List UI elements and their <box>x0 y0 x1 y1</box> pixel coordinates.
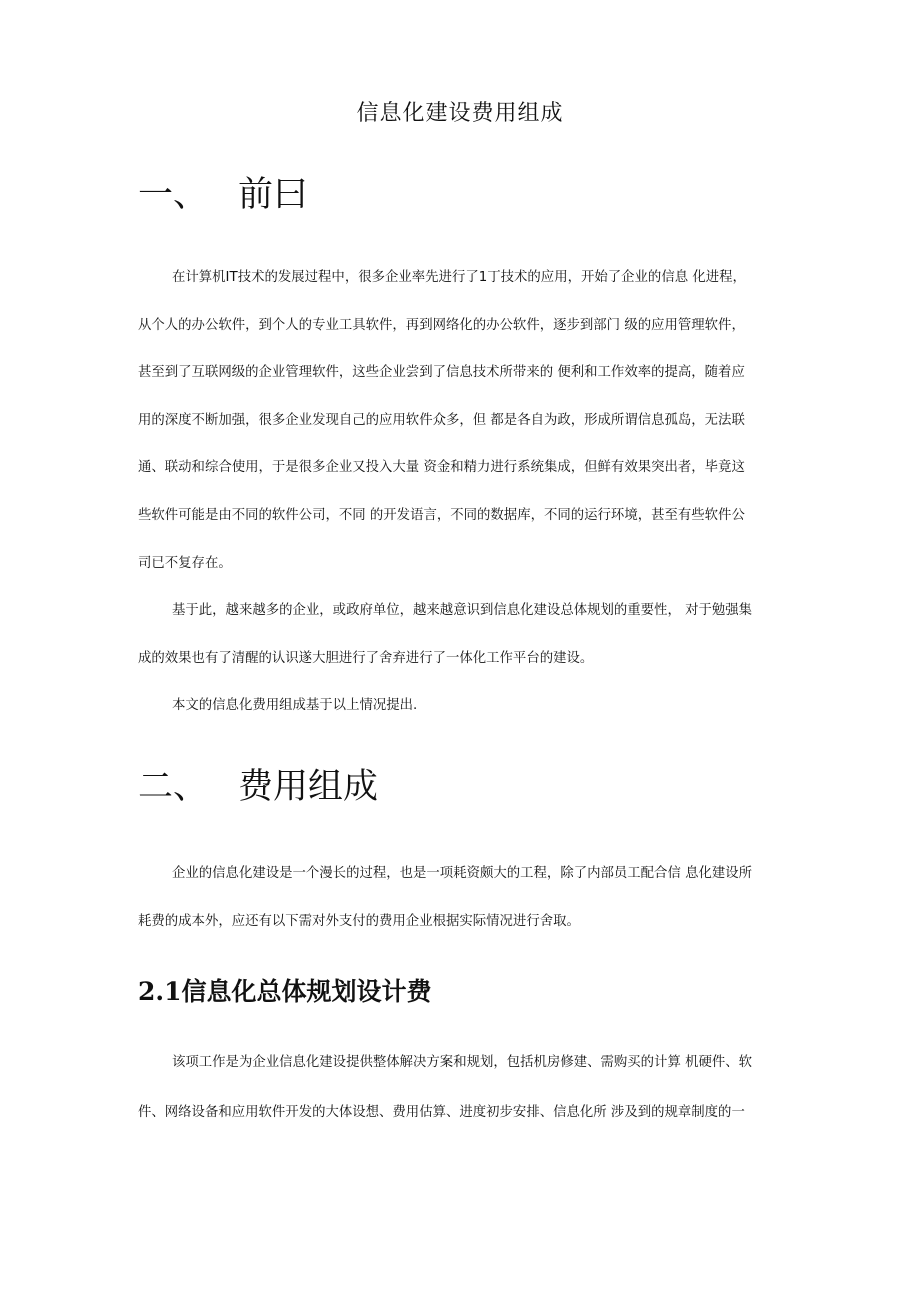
paragraph-line: 甚至到了互联网级的企业管理软件，这些企业尝到了信息技术所带来的 便利和工作效率的提高，随着应 <box>138 365 745 381</box>
paragraph-line: 通、联动和综合使用，于是很多企业又投入大量 资金和精力进行系统集成，但鲜有效果突出者，毕竟这 <box>138 460 745 476</box>
paragraph-line: 本文的信息化费用组成基于以上情况提出. <box>172 698 418 714</box>
paragraph-line: 用的深度不断加强，很多企业发现自己的应用软件众多，但 都是各自为政，形成所谓信息孤岛，无法联 <box>138 412 745 428</box>
document-title: 信息化建设费用组成 <box>356 101 564 126</box>
paragraph-line: 件、网络设备和应用软件开发的大体设想、费用估算、进度初步安排、信息化所 涉及到的规章制度的一 <box>138 1105 745 1120</box>
paragraph <box>138 1038 798 1138</box>
paragraph-line: 成的效果也有了清醒的认识遂大胆进行了舍弃进行了一体化工作平台的建设。 <box>138 650 594 666</box>
paragraph <box>138 254 798 730</box>
paragraph-line: 司已不复存在。 <box>138 555 232 571</box>
paragraph-line: 些软件可能是由不同的软件公司，不同 的开发语言，不同的数据库，不同的运行环境，甚至有些软件公 <box>138 507 745 523</box>
paragraph-line: 企业的信息化建设是一个漫长的过程，也是一项耗资颇大的工程，除了内部员工配合信 息化建设所 <box>172 866 753 881</box>
paragraph-line: 该项工作是为企业信息化建设提供整体解决方案和规划，包括机房修建、需购买的计算 机硬件、软 <box>172 1055 753 1070</box>
section-number: 一、 <box>138 175 209 215</box>
paragraph-line: 从个人的办公软件，到个人的专业工具软件，再到网络化的办公软件，逐步到部门 级的应用管理软件， <box>138 317 745 333</box>
section-title: 前曰 <box>238 175 309 215</box>
section-title: 费用组成 <box>238 767 379 807</box>
section-heading <box>138 762 378 812</box>
section-heading <box>138 170 308 220</box>
paragraph-line: 在计算机IT技术的发展过程中，很多企业率先进行了1丁技术的应用，开始了企业的信息 化进程， <box>172 270 746 285</box>
paragraph-line: 基于此，越来越多的企业，或政府单位，越来越意识到信息化建设总体规划的重要性， 对于勉强集 <box>172 603 753 619</box>
paragraph <box>138 850 798 945</box>
section-number: 二、 <box>138 767 209 807</box>
subsection-heading: 2.1信息化总体规划设计费 <box>138 977 432 1006</box>
paragraph-line: 耗费的成本外，应还有以下需对外支付的费用企业根据实际情况进行舍取。 <box>138 913 580 929</box>
